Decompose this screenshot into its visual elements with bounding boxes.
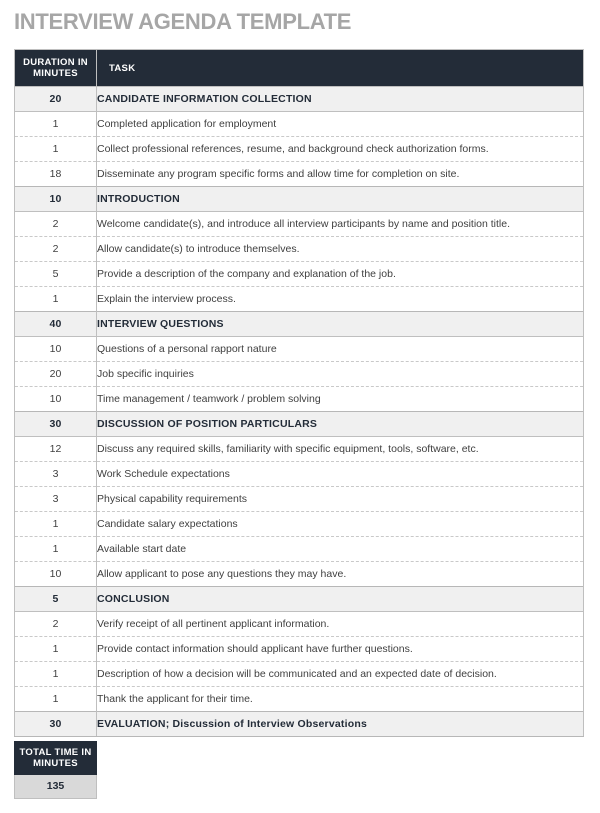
duration-cell: 2 xyxy=(15,612,97,637)
total-time-label-cell: TOTAL TIME IN MINUTES xyxy=(14,741,97,775)
duration-cell: 1 xyxy=(15,687,97,712)
task-row xyxy=(15,287,584,312)
task-cell: Description of how a decision will be communicated and an expected date of decision. xyxy=(97,662,584,687)
section-row xyxy=(15,87,584,112)
duration-cell: 1 xyxy=(15,287,97,312)
agenda-table-body xyxy=(15,87,584,737)
duration-cell: 30 xyxy=(15,712,97,737)
task-cell: Provide contact information should applicant have further questions. xyxy=(97,637,584,662)
duration-cell: 40 xyxy=(15,312,97,337)
section-row xyxy=(15,587,584,612)
duration-cell: 12 xyxy=(15,437,97,462)
task-cell: Disseminate any program specific forms and allow time for completion on site. xyxy=(97,162,584,187)
task-row xyxy=(15,212,584,237)
duration-cell: 10 xyxy=(15,387,97,412)
task-row xyxy=(15,162,584,187)
duration-cell: 20 xyxy=(15,87,97,112)
column-header-task: TASK xyxy=(97,50,584,87)
total-time-block xyxy=(14,741,97,799)
task-cell: Work Schedule expectations xyxy=(97,462,584,487)
duration-cell: 5 xyxy=(15,587,97,612)
duration-cell: 3 xyxy=(15,462,97,487)
task-row xyxy=(15,112,584,137)
task-cell: INTERVIEW QUESTIONS xyxy=(97,312,584,337)
duration-cell: 18 xyxy=(15,162,97,187)
task-cell: Candidate salary expectations xyxy=(97,512,584,537)
section-row xyxy=(15,412,584,437)
task-cell: CANDIDATE INFORMATION COLLECTION xyxy=(97,87,584,112)
duration-cell: 1 xyxy=(15,637,97,662)
task-row xyxy=(15,562,584,587)
task-cell: Physical capability requirements xyxy=(97,487,584,512)
task-row xyxy=(15,437,584,462)
duration-cell: 20 xyxy=(15,362,97,387)
task-cell: Completed application for employment xyxy=(97,112,584,137)
task-row xyxy=(15,487,584,512)
task-cell: Welcome candidate(s), and introduce all interview participants by name and position title. xyxy=(97,212,584,237)
task-cell: Discuss any required skills, familiarity with specific equipment, tools, software, etc. xyxy=(97,437,584,462)
task-cell: Provide a description of the company and explanation of the job. xyxy=(97,262,584,287)
duration-cell: 1 xyxy=(15,662,97,687)
section-row xyxy=(15,187,584,212)
task-row xyxy=(15,537,584,562)
duration-cell: 10 xyxy=(15,337,97,362)
section-row xyxy=(15,312,584,337)
task-cell: Job specific inquiries xyxy=(97,362,584,387)
task-cell: Available start date xyxy=(97,537,584,562)
task-cell: INTRODUCTION xyxy=(97,187,584,212)
task-row xyxy=(15,262,584,287)
task-row xyxy=(15,337,584,362)
task-cell: CONCLUSION xyxy=(97,587,584,612)
task-row xyxy=(15,362,584,387)
task-cell: Explain the interview process. xyxy=(97,287,584,312)
task-row xyxy=(15,637,584,662)
duration-cell: 10 xyxy=(15,187,97,212)
total-time-value-cell: 135 xyxy=(14,775,97,799)
duration-cell: 1 xyxy=(15,112,97,137)
task-row xyxy=(15,137,584,162)
task-row xyxy=(15,237,584,262)
task-cell: Thank the applicant for their time. xyxy=(97,687,584,712)
task-row xyxy=(15,687,584,712)
duration-cell: 10 xyxy=(15,562,97,587)
duration-cell: 2 xyxy=(15,237,97,262)
duration-cell: 1 xyxy=(15,137,97,162)
task-cell: Time management / teamwork / problem solving xyxy=(97,387,584,412)
task-cell: Allow candidate(s) to introduce themselves. xyxy=(97,237,584,262)
column-header-duration: DURATION IN MINUTES xyxy=(15,50,97,87)
task-cell: DISCUSSION OF POSITION PARTICULARS xyxy=(97,412,584,437)
duration-cell: 2 xyxy=(15,212,97,237)
task-row xyxy=(15,512,584,537)
page-title: INTERVIEW AGENDA TEMPLATE xyxy=(14,9,352,34)
agenda-table-header xyxy=(15,50,584,87)
agenda-table xyxy=(14,49,584,737)
task-row xyxy=(15,387,584,412)
header-row xyxy=(15,50,584,87)
task-cell: EVALUATION; Discussion of Interview Observations xyxy=(97,712,584,737)
task-cell: Verify receipt of all pertinent applicant information. xyxy=(97,612,584,637)
task-row xyxy=(15,612,584,637)
duration-cell: 1 xyxy=(15,512,97,537)
duration-cell: 1 xyxy=(15,537,97,562)
task-cell: Questions of a personal rapport nature xyxy=(97,337,584,362)
duration-cell: 3 xyxy=(15,487,97,512)
task-row xyxy=(15,462,584,487)
task-cell: Collect professional references, resume, and background check authorization forms. xyxy=(97,137,584,162)
duration-cell: 5 xyxy=(15,262,97,287)
task-cell: Allow applicant to pose any questions they may have. xyxy=(97,562,584,587)
section-row xyxy=(15,712,584,737)
task-row xyxy=(15,662,584,687)
duration-cell: 30 xyxy=(15,412,97,437)
